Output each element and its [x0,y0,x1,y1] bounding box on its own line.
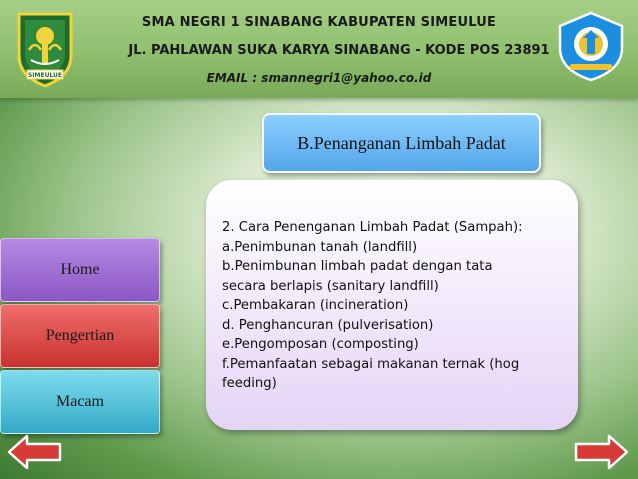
school-email: EMAIL : smannegri1@yahoo.co.id [206,71,432,85]
content-line: feeding) [222,376,277,391]
content-text [222,218,572,394]
content-line: 2. Cara Penenganan Limbah Padat (Sampah): [222,220,523,235]
pengertian-button[interactable]: Pengertian [0,304,160,368]
arrow-right-icon[interactable] [573,434,629,470]
content-line: c.Pembakaran (incineration) [222,298,409,313]
content-line: a.Penimbunan tanah (landfill) [222,239,418,255]
content-line: secara berlapis (sanitary landfill) [222,278,439,294]
arrow-left-icon[interactable] [7,434,63,470]
content-line: e.Pengomposan (composting) [222,337,419,352]
school-name-heading: SMA NEGRI 1 SINABANG KABUPATEN SIMEULUE [141,15,497,30]
content-line: b.Penimbunan limbah padat dengan tata [222,259,493,274]
header-bar [0,0,638,98]
content-line: f.Pemanfaatan sebagai makanan ternak (hog [222,356,520,372]
tut-wuri-handayani-logo [556,10,626,82]
content-panel [206,180,578,430]
section-title: B.Penanganan Limbah Padat [262,113,541,173]
svg-text:SIMEULUE: SIMEULUE [27,72,63,79]
macam-button[interactable]: Macam [0,370,160,434]
home-button[interactable]: Home [0,238,160,302]
content-line: d. Penghancuran (pulverisation) [222,317,434,333]
school-address: JL. PAHLAWAN SUKA KARYA SINABANG - KODE POS 23891 [128,43,550,58]
